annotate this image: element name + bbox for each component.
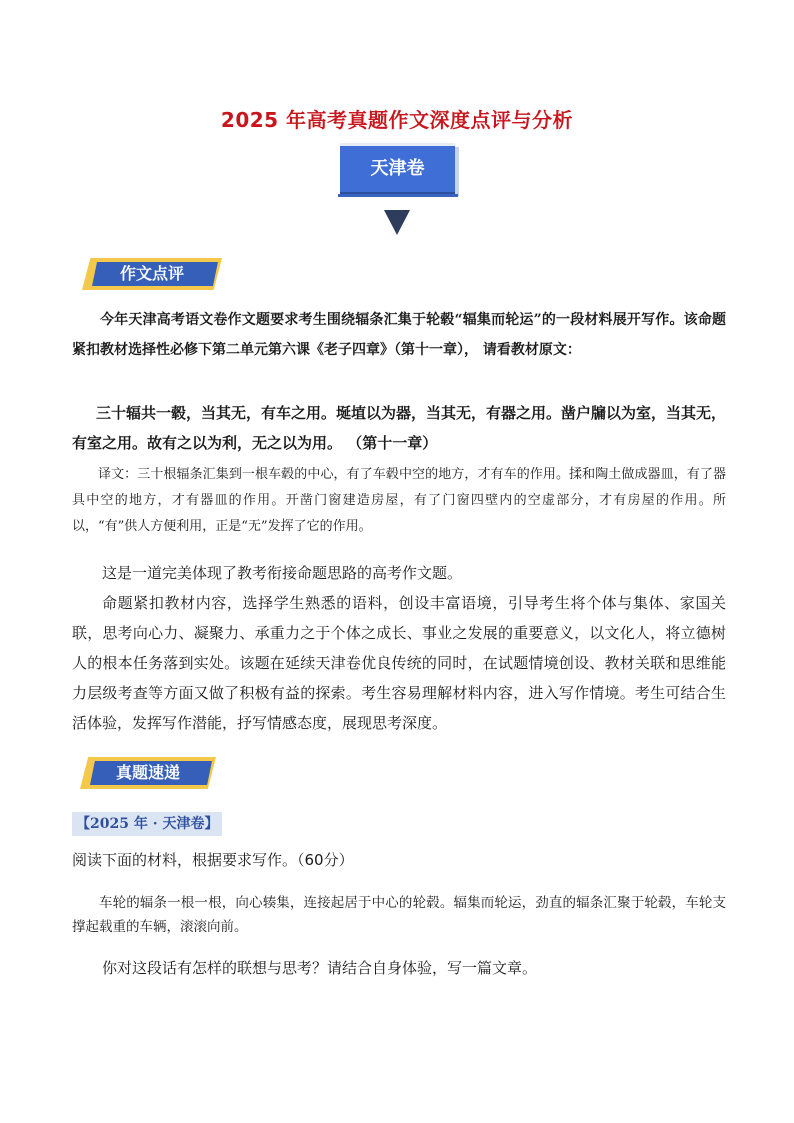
exam-question: 你对这段话有怎样的联想与思考？请结合自身体验，写一篇文章。	[102, 959, 538, 977]
document-title: 2025 年高考真题作文深度点评与分析	[220, 108, 574, 132]
body-paragraph-1: 这是一道完美体现了教考衔接命题思路的高考作文题。	[102, 564, 463, 582]
classic-quote: 三十辐共一毂，当其无，有车之用。埏埴以为器，当其无，有器之用。凿户牖以为室，当其无，有室之用。故有之以为利，无之以为用。 （第十一章）	[72, 404, 727, 452]
section-heading-label: 作文点评	[119, 264, 184, 283]
banner-underline	[338, 194, 458, 197]
exam-source-tag: 【2025 年 · 天津卷】	[72, 812, 222, 836]
exam-instruction: 阅读下面的材料，根据要求写作。（60分）	[72, 851, 354, 869]
intro-paragraph: 今年天津高考语文卷作文题要求考生围绕辐条汇集于轮毂“辐集而轮运”的一段材料展开写作。该命题紧扣教材选择性必修下第二单元第六课《老子四章》（第十一章）， 请看教材原文：	[72, 312, 726, 358]
body-paragraph-2: 命题紧扣教材内容，选择学生熟悉的语料，创设丰富语境，引导考生将个体与集体、家国关联，思考向心力、凝聚力、承重力之于个体之成长、事业之发展的重要意义，以文化人，将立德树人的根本任务落到实处。该题在延续天津卷优良传统的同时，在试题情境创设、教材关联和思维能力层级考查等方面又做了积极有益的探索。考生容易理解材料内容，进入写作情境。考生可结合生活体验，发挥写作潜能，抒写情感态度，展现思考深度。	[72, 594, 726, 732]
exam-material: 车轮的辐条一根一根，向心辏集，连接起居于中心的轮毂。辐集而轮运，劲直的辐条汇聚于轮毂，车轮支撑起载重的车辆，滚滚向前。	[72, 895, 726, 935]
region-banner: 天津卷	[340, 143, 455, 192]
section-heading-label: 真题速递	[115, 763, 180, 782]
translation-paragraph: 译文：三十根辐条汇集到一根车毂的中心，有了车毂中空的地方，才有车的作用。揉和陶土做成器皿，有了器具中空的地方，才有器皿的作用。开凿门窗建造房屋，有了门窗四壁内的空虚部分，才有房屋的作用。所以，“有”供人方便利用，正是“无”发挥了它的作用。	[72, 467, 726, 534]
section-heading-exam	[80, 757, 216, 789]
down-arrow-icon	[384, 210, 410, 235]
section-heading-review	[82, 258, 222, 290]
